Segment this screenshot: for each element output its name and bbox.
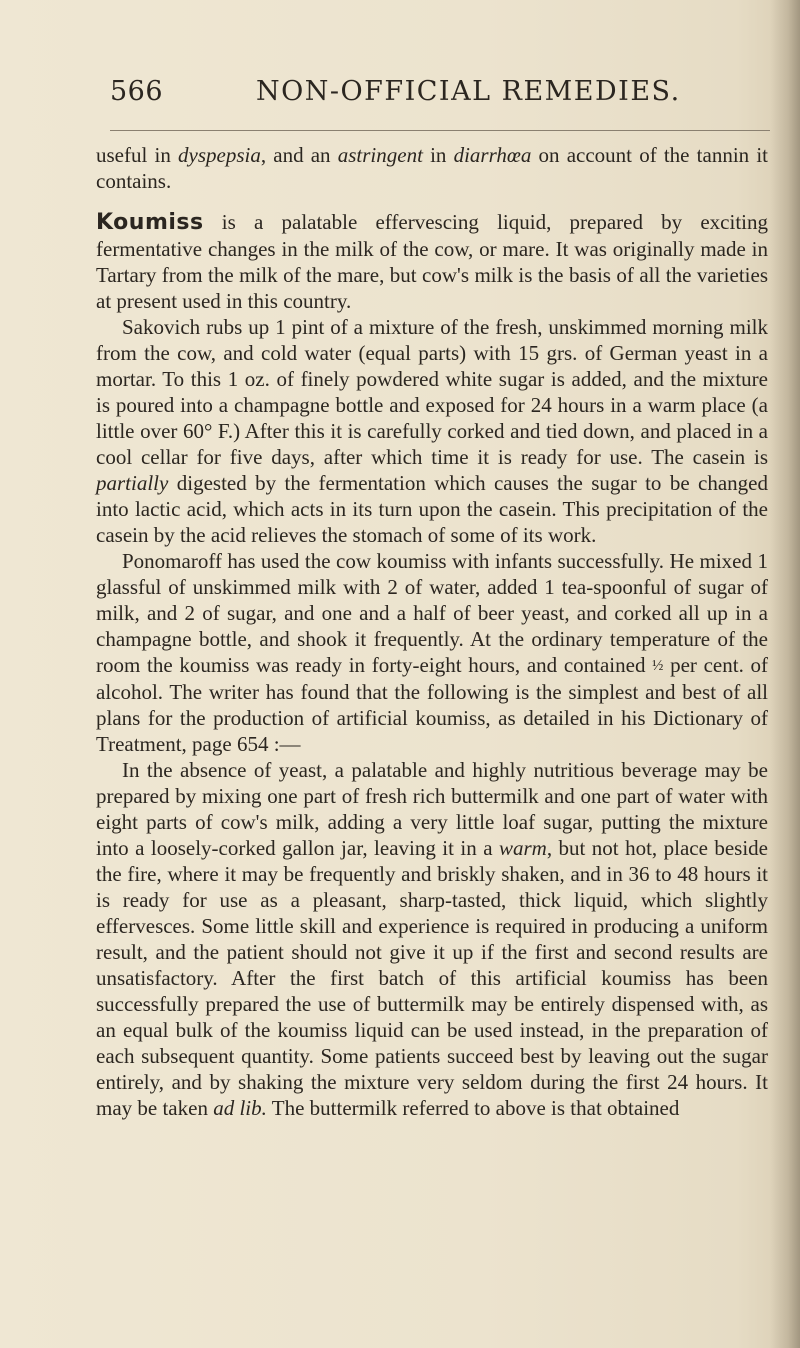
text-run: on account of the tannin it contains.	[96, 143, 768, 193]
term-partially: partially	[96, 471, 169, 495]
page-edge-shadow	[770, 0, 800, 1348]
text-run: useful in	[96, 143, 178, 167]
text-run: The buttermilk referred to above is that obtained	[266, 1096, 680, 1120]
text-run: Sakovich rubs up 1 pint of a mixture of the fresh, unskimmed morning milk from the cow, and cold water (equal parts) with 15 grs. of German yeast in a mortar. To this 1 oz. of finely powdered white sugar is added, and the mixture is poured into a champagne bottle and exposed for 24 hours in a warm place (a little over 60° F.) After this it is carefully corked and tied down, and placed in a cool cellar for five days, after which time it is ready for use. The casein is	[96, 315, 768, 469]
paragraph-ponomaroff	[96, 548, 768, 757]
text-run: in	[422, 143, 454, 167]
paragraph-quoted-recipe	[96, 757, 768, 1121]
paragraph-sakovich	[96, 314, 768, 548]
page-header	[110, 76, 790, 116]
running-title: NON-OFFICIAL REMEDIES.	[256, 76, 681, 107]
text-run: In the absence of yeast, a palatable and highly nutritious beverage may be prepared by mixing one part of fresh rich buttermilk and one part of water with eight parts of cow's milk, adding a very little loaf sugar, putting the mixture into a loosely-corked gallon jar, leaving it in a	[96, 758, 768, 860]
text-run: per cent. of alcohol. The writer has found that the following is the simplest and best of all plans for the production of artificial koumiss, as detailed in his Dictionary of Treatment, page 654 :—	[96, 653, 768, 756]
term-ad-lib: ad lib.	[213, 1096, 267, 1120]
paragraph-tannin	[96, 142, 768, 194]
text-run: , but not hot, place beside the fire, where it may be frequently and briskly shaken, and in 36 to 48 hours it is ready for use as a pleasant, sharp-tasted, thick liquid, which slightly effervesces. Some little skill and experience is required in producing a uniform result, and the patient should not give it up if the first and second results are unsatisfactory. After the first batch of this artificial koumiss has been successfully prepared the use of buttermilk may be entirely dispensed with, as an equal bulk of the koumiss liquid can be used instead, in the preparation of each subsequent quantity. Some patients succeed best by leaving out the sugar entirely, and by shaking the mixture very seldom during the first 24 hours. It may be taken	[96, 836, 768, 1120]
fraction-half: ½	[652, 658, 664, 674]
header-rule	[110, 130, 770, 131]
term-diarrhoea: diarrhœa	[453, 143, 532, 167]
term-dyspepsia: dyspepsia	[178, 143, 261, 167]
paragraph-koumiss-definition	[96, 209, 768, 314]
term-warm: warm	[498, 836, 547, 860]
body-text	[96, 142, 768, 1121]
section-heading-koumiss: Koumiss	[96, 210, 204, 235]
page-number: 566	[110, 76, 164, 107]
text-run: digested by the fermentation which causes the sugar to be changed into lactic acid, which acts in its turn upon the casein. This precipitation of the casein by the acid relieves the stomach of some of its work.	[96, 471, 768, 547]
term-astringent: astringent	[337, 143, 423, 167]
text-run: Ponomaroff has used the cow koumiss with infants successfully. He mixed 1 glassful of unskimmed milk with 2 of water, added 1 tea-spoonful of sugar of milk, and 2 of sugar, and one and a half of beer yeast, and corked all up in a champagne bottle, and shook it frequently. At the ordinary temperature of the room the koumiss was ready in forty-eight hours, and contained	[96, 549, 768, 677]
text-run: is a palatable effervescing liquid, prepared by exciting fermentative changes in the milk of the cow, or mare. It was originally made in Tartary from the milk of the mare, but cow's milk is the basis of all the varieties at present used in this country.	[96, 210, 768, 313]
text-run: , and an	[260, 143, 338, 167]
